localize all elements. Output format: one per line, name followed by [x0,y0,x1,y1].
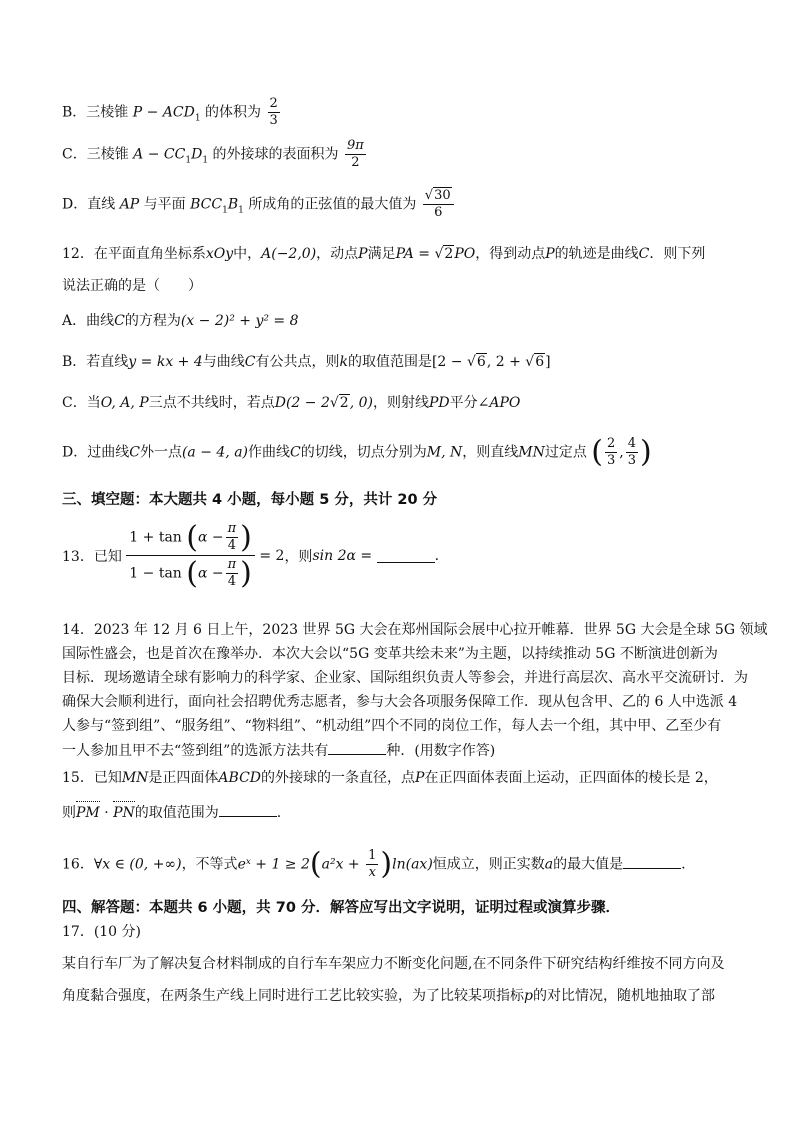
q12-d-MN: M, N [426,444,463,461]
q12-b-eq: y = kx + 4 [128,354,203,370]
q12-l1-f: 的轨迹是曲线 [554,246,639,262]
q13-den-text: 1 − tan [129,565,182,582]
q12-c-angle: ∠APO [477,395,521,411]
q14-line4: 确保大会顺利进行，面向社会招聘优秀志愿者，参与大会各项服务保障工作．现从包含甲、乙的 6 人中选派 4 [62,694,738,710]
q11-d-mid1: 与平面 [143,196,186,213]
q14-line1: 14．2023 年 12 月 6 日上午，2023 世界 5G 大会在郑州国际会展中心拉开帷幕．世界 5G 大会是全球 5G 领域 [62,622,768,638]
q12-d-d: 的切线，切点分别为 [300,444,427,461]
q13-numerator: 1 + tan (α − $\frac{\pi}{4}$ ) [126,520,255,556]
q13-num-pi: π [227,521,237,536]
q12-d-d1: 3 [607,453,616,468]
q13-prefix: 13．已知 [62,548,122,565]
q12-stem-line1: 12．在平面直角坐标系xOy中，A(−2,0)，动点P满足PA = √2PO，得到动点P的轨迹是曲线C．则下列 [62,246,706,262]
q11-option-d [62,188,456,221]
q16: 16．∀x ∈ (0, +∞)，不等式eˣ + 1 ≥ 2(a²x + $\frac{1}{x}$ )ln(ax)恒成立，则正实数a的最大值是 . [62,846,686,882]
q12-b-k: k [339,354,348,370]
q12-l1-c: ，动点 [316,246,359,262]
q12-c-sqrt: 2 [339,395,349,411]
q12-l1-g: ．则下列 [649,246,706,262]
q12-l1-e: ，得到动点 [475,246,546,262]
q15-l1-ABCD: ABCD [218,770,262,786]
q11-option-b [62,96,282,129]
q14-line6b: 种．(用数字作答) [386,743,496,759]
q12-l1-xoy: xOy [205,246,234,262]
q12-l1-P2: P [545,246,555,262]
q12-d-line: MN [518,444,545,461]
q11-d-sub2: 1 [238,205,244,216]
q12-c-pts: O, A, P [100,395,149,411]
q11-b-den: 3 [269,113,278,128]
q12-b-r2: , 2 + [486,354,526,370]
q12-d-frac1 [605,436,617,469]
q17-line2 [62,986,715,1006]
q11-b-prefix: B．三棱锥 [62,104,129,121]
section-3-heading: 三、填空题：本大题共 4 小题，每小题 5 分，共计 20 分 [62,492,438,508]
section-4-heading: 四、解答题：本题共 6 小题，共 70 分．解答应写出文字说明，证明过程或演算步骤． [62,900,620,916]
q12-option-b: B．若直线y = kx + 4与曲线C有公共点，则k的取值范围是[2 − √6, 2 + √6] [62,354,551,370]
q12-l1-b: 中， [233,246,262,262]
q12-b-b: 与曲线 [202,354,245,370]
q12-a-b: 的方程为 [124,313,181,329]
q12-l1-eq2: PO [454,246,476,262]
q12-b-c: 有公共点，则 [255,354,340,370]
q15-l1-d: 在正四面体表面上运动，正四面体的棱长是 2， [424,770,718,786]
q16-frac-num: 1 [368,848,377,863]
q11-c-num: 9π [346,138,364,153]
q11-d-mid2: 所成角的正弦值的最大值为 [248,196,417,213]
q15-answer-blank[interactable] [219,802,277,817]
q13-den-arg: α − [197,565,224,582]
q11-b-expr: P − ACD [132,104,195,121]
q12-l1-d: 满足 [367,246,396,262]
q12-c-b: 三点不共线时，若点 [148,395,275,411]
q12-d-pt: (a − 4, a) [181,444,249,461]
q13-fraction [126,520,255,591]
q12-l1-P: P [358,246,368,262]
q13-end: . [434,547,440,564]
q12-option-a [62,311,299,331]
q15-l1-a: 15．已知 [62,770,122,786]
q12-c-PD: PD [428,395,450,411]
q11-option-c [62,138,368,171]
q12-b-r3: ] [545,354,551,370]
q13-num-four: 4 [227,538,237,553]
q12-b-r1: [2 − [431,354,467,370]
q12-l1-eq: PA = [395,246,435,262]
q12-option-c: C．当O, A, P三点不共线时，若点D(2 − 2√2, 0)，则射线PD平分∠APO [62,395,521,411]
q16-mid3: 的最大值是 [553,856,624,873]
q12-d-c: 作曲线 [248,444,291,461]
q17-l2-a: 角度黏合强度，在两条生产线上同时进行工艺比较实验，为了比较某项指标 [62,988,524,1004]
q14-line2: 国际性盛会，也是首次在豫举办．本次大会以“5G 变革共绘未来”为主题，以持续推动 5G 不断演进创新为 [62,646,718,662]
q11-d-expr3: B [227,196,239,213]
q17-line1: 某自行车厂为了解决复合材料制成的自行车车架应力不断变化问题,在不同条件下研究结构纤维按不同方向及 [62,956,725,972]
q11-b-num: 2 [269,96,278,111]
q15-l1-P: P [415,770,425,786]
q12-b-C: C [244,354,256,370]
q17-heading: 17．(10 分) [62,924,142,940]
q11-d-sub1: 1 [222,205,228,216]
q13-num-text: 1 + tan [129,529,182,546]
q15-l1-b: 是正四面体 [148,770,219,786]
q16-end: . [681,856,686,873]
q14-line5: 人参与“签到组”、“服务组”、“物料组”、“机动组”四个不同的岗位工作，每人去一个组，其中甲、乙至少有 [62,718,722,734]
q15-line2 [62,802,281,823]
q11-c-expr: A − CC [133,146,186,163]
q12-d-frac2 [626,436,638,469]
q16-ineq2: a²x + [321,856,365,873]
q12-option-d: D．过曲线C外一点(a − 4, a)作曲线C的切线，切点分别为M, N，则直线MN过定点 ( $\frac{2}{3}$ , $\frac{4}{3}$ ) [62,434,652,470]
q11-c-sub1: 1 [185,155,192,166]
q12-b-s1: 6 [476,354,486,370]
q15-l2-a: 则 [62,805,76,821]
q12-l1-A: A(−2,0) [261,246,317,262]
q15-l1-c: 的外接球的一条直径，点 [261,770,416,786]
q13-eq: = 2 [259,547,285,564]
q11-c-mid: 的外接球的表面积为 [212,146,339,163]
q12-c-d: 平分 [449,395,478,411]
q11-d-num: 30 [434,188,451,203]
q14-line6a: 一人参加且甲不去“签到组”的选派方法共有 [62,743,329,759]
q13 [62,520,439,591]
q15-vector-pm: PM [76,805,100,821]
q12-d-d2: 3 [627,453,637,468]
q12-b-d: 的取值范围是 [347,354,432,370]
q12-c-c: ，则射线 [372,395,429,411]
q12-d-C2: C [290,444,301,461]
q11-c-den: 2 [351,155,360,170]
q16-ineq3: ln(ax) [392,856,433,873]
q15-line1 [62,768,718,788]
q11-b-sub: 1 [194,113,201,124]
q13-expr: sin 2α = [312,547,373,564]
q13-den-four: 4 [227,574,237,589]
q16-prefix: 16． [62,856,94,873]
q14-line3: 目标．现场邀请全球有影响力的科学家、企业家、国际组织负责人等参会，并进行高层次、高水平交流研讨．为 [62,670,748,686]
q15-l1-MN: MN [121,770,149,786]
q12-c-a: C．当 [62,395,101,411]
q12-d-e: ，则直线 [462,444,519,461]
q12-a-a: A．曲线 [62,313,115,329]
q11-d-expr: AP [119,196,140,213]
q16-mid1: ，不等式 [181,856,238,873]
q16-mid2: 恒成立，则正实数 [432,856,545,873]
q11-d-fraction: $\frac{√30}{6}$ [423,188,454,221]
q16-forall: ∀x ∈ (0, +∞) [93,856,182,873]
q13-num-arg: α − [197,529,224,546]
q11-c-prefix: C．三棱锥 [62,146,129,163]
q11-b-mid: 的体积为 [205,104,262,121]
q12-d-b: 外一点 [139,444,182,461]
q15-l2-b: 的取值范围为 [134,805,219,821]
q16-frac-den: x [368,865,376,880]
q12-stem-line2: 说法正确的是（ ） [62,278,202,294]
q11-b-fraction [268,96,280,129]
q13-answer-blank[interactable] [377,548,435,563]
q12-a-C: C [114,313,125,329]
q14-line6 [62,740,495,761]
q11-c-sub2: 1 [202,155,209,166]
q13-den-pi: π [227,557,237,572]
q12-l1-C: C [638,246,650,262]
q12-d-n2: 4 [627,436,637,451]
q14-answer-blank[interactable] [328,740,386,755]
q17-l2-p: p [524,988,533,1004]
q16-a: a [544,856,554,873]
q12-c-D: D(2 − 2 [274,395,330,411]
q12-b-a: B．若直线 [62,354,129,370]
q12-d-n1: 2 [607,436,616,451]
q12-d-C: C [129,444,140,461]
q11-c-expr2: D [191,146,203,163]
q13-mid: ，则 [284,548,313,565]
q11-c-fraction [345,138,366,171]
q12-c-D2: , 0) [349,395,373,411]
q16-answer-blank[interactable] [623,854,681,869]
q15-vector-pn: PN [113,805,135,821]
q11-d-prefix: D．直线 [62,196,116,213]
q12-d-f: 过定点 [544,444,587,461]
q12-l1-a: 12．在平面直角坐标系 [62,246,206,262]
q12-d-a: D．过曲线 [62,444,130,461]
q11-d-den: 6 [434,205,443,220]
q17-l2-b: 的对比情况，随机地抽取了部 [532,988,715,1004]
q12-b-s2: 6 [535,354,545,370]
q16-ineq1: eˣ + 1 ≥ 2 [237,856,310,873]
q13-denominator: 1 − tan (α − $\frac{\pi}{4}$ ) [129,556,252,591]
q15-l2-end: . [276,805,282,821]
q12-a-eq: (x − 2)² + y² = 8 [180,313,299,329]
q11-d-expr2: BCC [190,196,223,213]
q15-dot: · [99,805,114,821]
q12-l1-sqrt: 2 [444,246,454,262]
